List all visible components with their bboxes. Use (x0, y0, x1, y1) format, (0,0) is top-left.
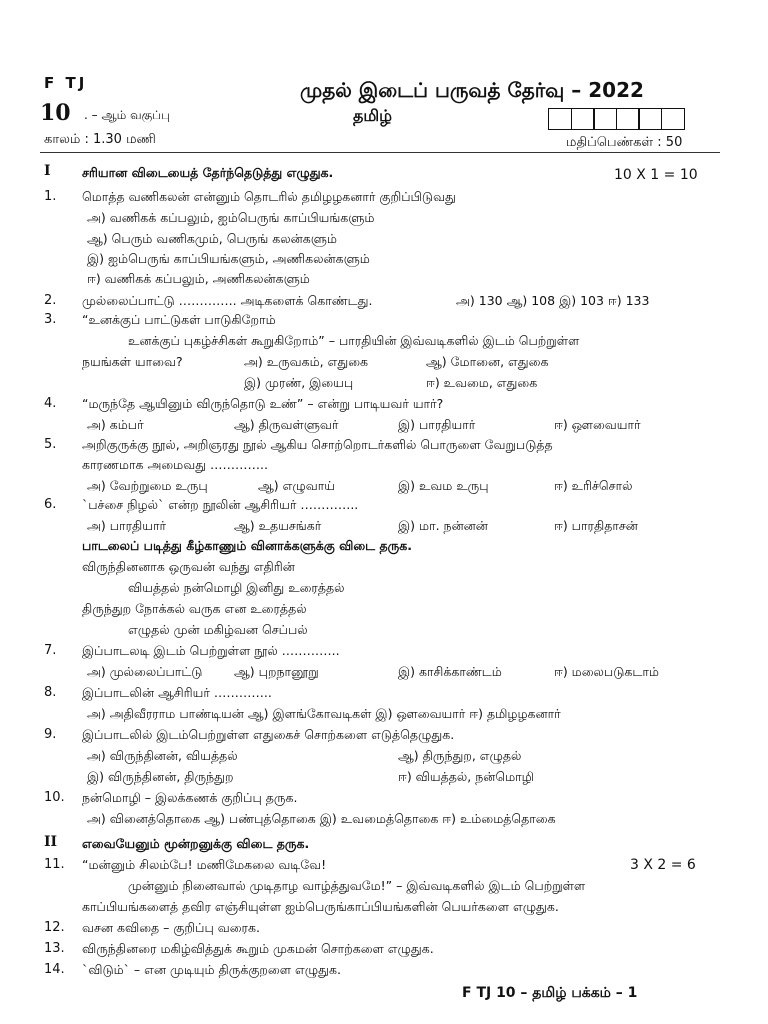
exam-duration: காலம் : 1.30 மணி (44, 132, 156, 147)
option-a: அ) பாரதியார் (87, 518, 167, 533)
question-options: அ) வினைத்தொகை ஆ) பண்புத்தொகை இ) உவமைத்தொகை ஈ) உம்மைத்தொகை (87, 811, 556, 826)
question-number: 13. (44, 941, 65, 956)
option-c: இ) உவம உருபு (398, 478, 489, 493)
question-text: முல்லைப்பாட்டு ………….. அடிகளைக் கொண்டது. (82, 293, 373, 308)
option-c: இ) ஐம்பெருங் காப்பியங்களும், அணிகலன்களும் (87, 251, 370, 266)
option-a: அ) வேற்றுமை உருபு (87, 478, 208, 493)
reg-box (638, 108, 662, 130)
section-1-title: சரியான விடையைத் தேர்ந்தெடுத்து எழுதுக. (82, 165, 334, 180)
option-c: இ) மா. நன்னன் (398, 518, 488, 533)
question-number: 8. (44, 685, 57, 700)
option-a: அ) வணிகக் கப்பலும், ஐம்பெருங் காப்பியங்களும் (87, 210, 375, 225)
option-b: ஆ) மோனை, எதுகை (426, 354, 549, 369)
option-d: ஈ) பாரதிதாசன் (554, 518, 638, 533)
poem-line: திருந்துற நோக்கல் வருக என உரைத்தல் (82, 601, 307, 616)
question-text: நன்மொழி – இலக்கணக் குறிப்பு தருக. (82, 790, 298, 805)
page-footer: F TJ 10 – தமிழ் பக்கம் – 1 (462, 985, 638, 1001)
question-text: அறிகுருக்கு நூல், அறிஞரது நூல் ஆகிய சொற்றொடர்களில் பொருளை வேறுபடுத்த (82, 437, 553, 452)
option-b: ஆ) திருவள்ளுவர் (234, 417, 339, 432)
question-number: 1. (44, 189, 57, 204)
option-c: இ) பாரதியார் (398, 417, 476, 432)
question-number: 4. (44, 396, 57, 411)
option-d: ஈ) ஔவையார் (554, 417, 641, 432)
option-d: ஈ) வியத்தல், நன்மொழி (398, 769, 534, 784)
option-d: ஈ) வணிகக் கப்பலும், அணிகலன்களும் (87, 271, 310, 286)
question-number: 5. (44, 437, 57, 452)
question-text: இப்பாடலடி இடம் பெற்றுள்ள நூல் ………….. (82, 643, 340, 658)
poem-instruction: பாடலைப் படித்து கீழ்காணும் வினாக்களுக்கு விடை தருக. (82, 538, 412, 553)
question-text: உனக்குப் புகழ்ச்சிகள் கூறுகிறோம்” – பாரதியின் இவ்வடிகளில் இடம் பெற்றுள்ள (128, 333, 580, 348)
poem-line: வியத்தல் நன்மொழி இனிது உரைத்தல் (128, 580, 345, 595)
subject: தமிழ் (353, 106, 393, 125)
question-text: இப்பாடலில் இடம்பெற்றுள்ள எதுகைச் சொற்களை எடுத்தெழுதுக. (82, 727, 455, 742)
question-text: “மருந்தே ஆயினும் விருந்தொடு உண்” – என்று பாடியவர் யார்? (82, 396, 444, 411)
question-text: “உனக்குப் பாட்டுகள் பாடுகிறோம் (82, 312, 276, 327)
question-text: முன்னும் நினைவால் முடிதாழ வாழ்த்துவமே!” – இவ்வடிகளில் இடம் பெற்றுள்ள (128, 878, 586, 893)
poem-line: விருந்தினனாக ஒருவன் வந்து எதிரின் (82, 559, 295, 574)
question-text: “மன்னும் சிலம்பே! மணிமேகலை வடிவே! (82, 857, 327, 872)
option-b: ஆ) எழுவாய் (258, 478, 335, 493)
option-b: ஆ) புறநானூறு (234, 664, 319, 679)
poem-line: எழுதல் முன் மகிழ்வன செப்பல் (128, 622, 308, 637)
option-a: அ) விருந்தினன், வியத்தல் (87, 748, 238, 763)
question-text: `விடும்` – என முடியும் திருக்குறளை எழுதுக. (82, 962, 341, 977)
reg-box (593, 108, 617, 130)
standard-label: . – ஆம் வகுப்பு (84, 108, 171, 122)
question-text: காப்பியங்களைத் தவிர எஞ்சியுள்ள ஐம்பெருங்காப்பியங்களின் பெயர்களை எழுதுக. (82, 899, 559, 914)
question-options: அ) அதிவீரராம பாண்டியன் ஆ) இளங்கோவடிகள் இ) ஔவையார் ஈ) தமிழழகனார் (87, 706, 561, 721)
section-2-number: II (44, 834, 58, 850)
section-2-marks: 3 X 2 = 6 (630, 857, 696, 873)
exam-title: முதல் இடைப் பருவத் தேர்வு – 2022 (300, 78, 644, 102)
option-b: ஆ) திருந்துற, எழுதல் (398, 748, 522, 763)
question-text: வசன கவிதை – குறிப்பு வரைக. (82, 920, 260, 935)
question-text: `பச்சை நிழல்` என்ற நூலின் ஆசிரியர் ………….. (82, 497, 359, 512)
question-text: காரணமாக அமைவது ………….. (82, 457, 268, 472)
option-d: ஈ) உவமை, எதுகை (426, 375, 538, 390)
question-number: 14. (44, 962, 65, 977)
reg-box (616, 108, 640, 130)
reg-box (571, 108, 595, 130)
reg-box (661, 108, 685, 130)
option-d: ஈ) மலைபடுகடாம் (554, 664, 659, 679)
section-2-title: எவையேனும் மூன்றனுக்கு விடை தருக. (82, 836, 310, 851)
option-c: இ) காசிக்காண்டம் (398, 664, 502, 679)
max-marks: மதிப்பெண்கள் : 50 (566, 135, 683, 150)
reg-box (548, 108, 572, 130)
question-text: விருந்தினரை மகிழ்வித்துக் கூறும் முகமன் சொற்களை எழுதுக. (82, 941, 434, 956)
question-text: இப்பாடலின் ஆசிரியர் ………….. (82, 685, 272, 700)
question-number: 9. (44, 727, 57, 742)
question-number: 6. (44, 497, 57, 512)
register-number-boxes (548, 108, 683, 130)
question-number: 12. (44, 920, 65, 935)
option-a: அ) முல்லைப்பாட்டு (87, 664, 203, 679)
header-divider (40, 152, 720, 153)
option-b: ஆ) உதயசங்கர் (234, 518, 322, 533)
option-c: இ) விருந்தினன், திருந்துற (87, 769, 234, 784)
option-b: ஆ) பெரும் வணிகமும், பெருங் கலன்களும் (87, 231, 337, 246)
question-text: மொத்த வணிகலன் என்னும் தொடரில் தமிழழகனார் குறிப்பிடுவது (82, 189, 456, 204)
section-1-marks: 10 X 1 = 10 (614, 167, 698, 183)
option-a: அ) கம்பர் (87, 417, 144, 432)
option-d: ஈ) உரிச்சொல் (554, 478, 633, 493)
option-c: இ) முரண், இயைபு (244, 375, 354, 390)
question-number: 7. (44, 643, 57, 658)
question-number: 2. (44, 293, 57, 308)
question-number: 3. (44, 312, 57, 327)
section-1-number: I (44, 163, 51, 179)
question-number: 11. (44, 857, 65, 872)
paper-code: F TJ (44, 74, 88, 92)
question-number: 10. (44, 790, 65, 805)
standard-number: 10 (40, 100, 71, 126)
option-a: அ) உருவகம், எதுகை (244, 354, 369, 369)
question-options: அ) 130 ஆ) 108 இ) 103 ஈ) 133 (456, 293, 650, 308)
question-text: நயங்கள் யாவை? (82, 354, 183, 369)
